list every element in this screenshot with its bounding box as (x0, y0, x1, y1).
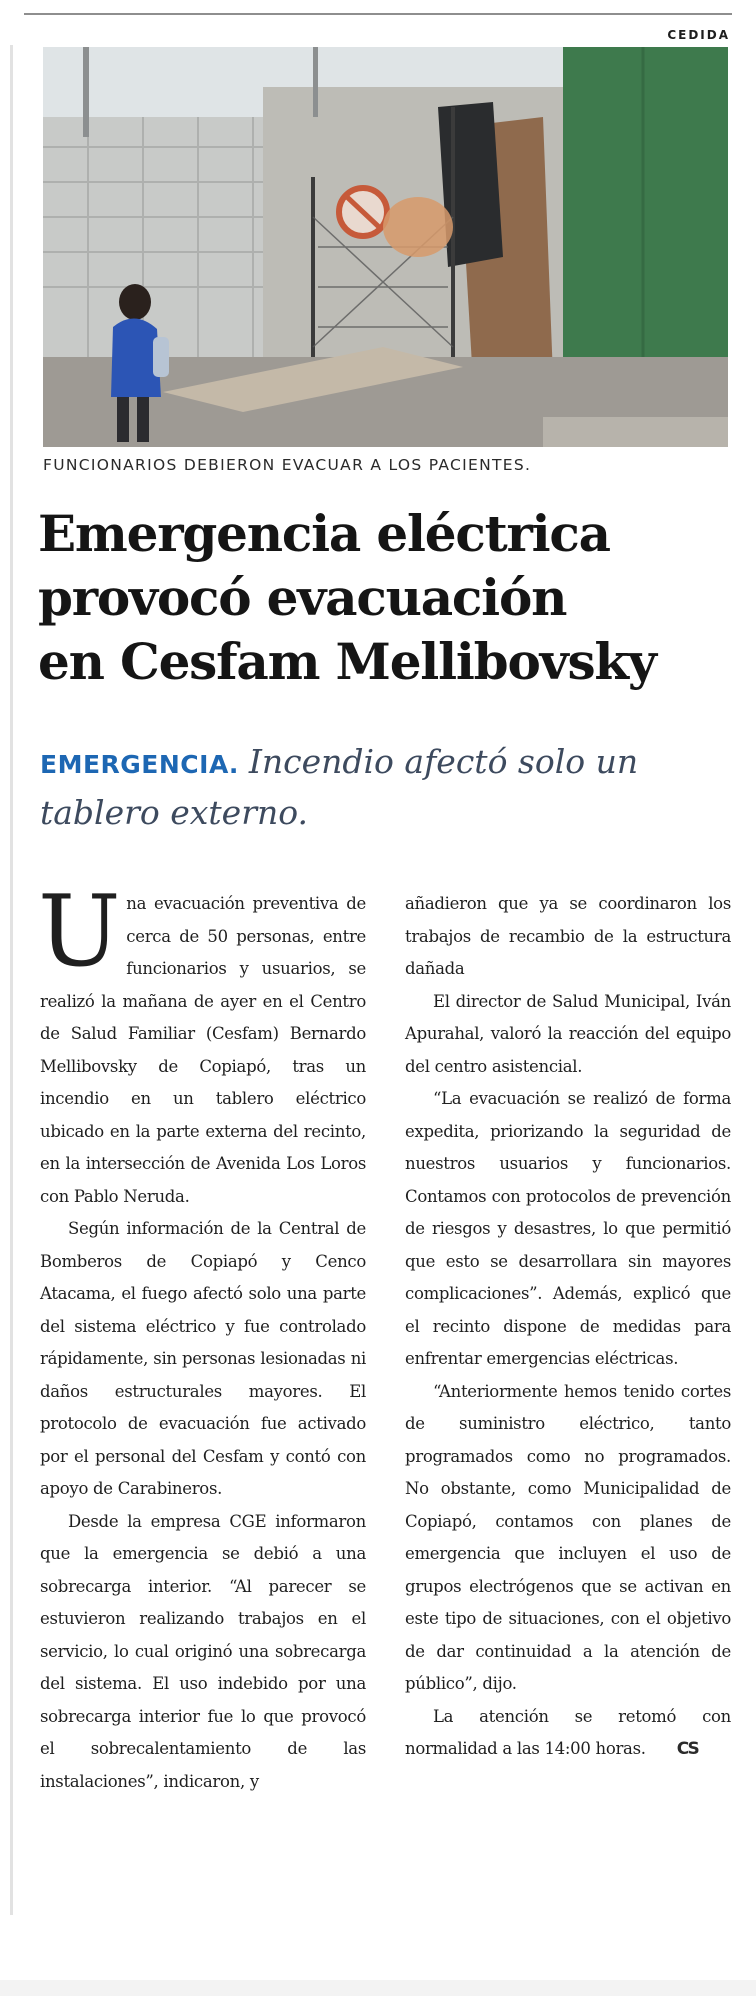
deck-text-2: tablero externo. (40, 793, 309, 832)
deck-text-1: Incendio afectó solo un (248, 742, 639, 781)
paragraph-lead (38, 875, 366, 1213)
paragraph-continued: añadieron que ya se coordinaron los trabajos de recambio de la estructura dañada (405, 894, 731, 978)
end-mark-icon: CS (676, 1739, 698, 1759)
deck-kicker: EMERGENCIA (40, 750, 229, 779)
article-photo (43, 47, 728, 447)
headline-line-2: provocó evacuación (38, 568, 567, 627)
deck-kicker-dot: . (228, 750, 239, 779)
left-margin-rule (10, 45, 13, 1915)
top-rule (24, 13, 732, 15)
paragraph: “Anteriormente hemos tenido cortes de suministro eléctrico, tanto programados como no programados. No obstante, como Municipalidad de Copiapó, contamos con planes de emergencia que incluyen el uso de grupos electrógenos que se activan en este tipo de situaciones, con el objetivo de dar continuidad a la atención de público”, dijo. (405, 1381, 731, 1693)
paragraph: Desde la empresa CGE informaron que la emergencia se debió a una sobrecarga interior. “Al parecer se estuvieron realizando trabajos en el servicio, lo cual originó una sobrecarga del sistema. El uso indebido por una sobrecarga interior fue lo que provocó el sobrecalentamiento de las instalaciones”, indicaron, y (40, 1511, 366, 1791)
headline (38, 502, 743, 694)
drop-cap: U (38, 875, 121, 989)
photo-caption: FUNCIONARIOS DEBIERON EVACUAR A LOS PACIENTES. (43, 456, 532, 474)
article-column-right (405, 888, 731, 1766)
photo-credit: CEDIDA (667, 28, 730, 42)
headline-line-1: Emergencia eléctrica (38, 504, 610, 563)
paragraph: El director de Salud Municipal, Iván Apurahal, valoró la reacción del equipo del centro asistencial. (405, 991, 731, 1076)
headline-line-3: en Cesfam Mellibovsky (38, 632, 656, 691)
paragraph-final (405, 1701, 731, 1766)
photo-illustration (43, 47, 728, 447)
bottom-bar (0, 1980, 756, 1996)
paragraph: Según información de la Central de Bomberos de Copiapó y Cenco Atacama, el fuego afectó solo una parte del sistema eléctrico y fue controlado rápidamente, sin personas lesionadas ni daños estructurales mayores. El protocolo de evacuación fue activado por el personal del Cesfam y contó con apoyo de Carabineros. (40, 1219, 366, 1498)
paragraph: “La evacuación se realizó de forma expedita, priorizando la seguridad de nuestros usuarios y funcionarios. Contamos con protocolos de prevención de riesgos y desastres, lo que permitió que esto se desarrollara sin mayores complicaciones”. Además, explicó que el recinto dispone de medidas para enfrentar emergencias eléctricas. (405, 1089, 731, 1368)
paragraph-lead-text: na evacuación preventiva de cerca de 50 personas, entre funcionarios y usuarios, se realizó la mañana de ayer en el Centro de Salud Familiar (Cesfam) Bernardo Mellibovsky de Copiapó, tras un incendio en un tablero eléctrico ubicado en la parte externa del recinto, en la intersección de Avenida Los Loros con Pablo Neruda. (40, 894, 366, 1206)
deck (40, 738, 740, 837)
article-column-left (38, 875, 366, 1798)
paragraph-final-text: La atención se retomó con normalidad a las 14:00 horas. (405, 1706, 731, 1758)
